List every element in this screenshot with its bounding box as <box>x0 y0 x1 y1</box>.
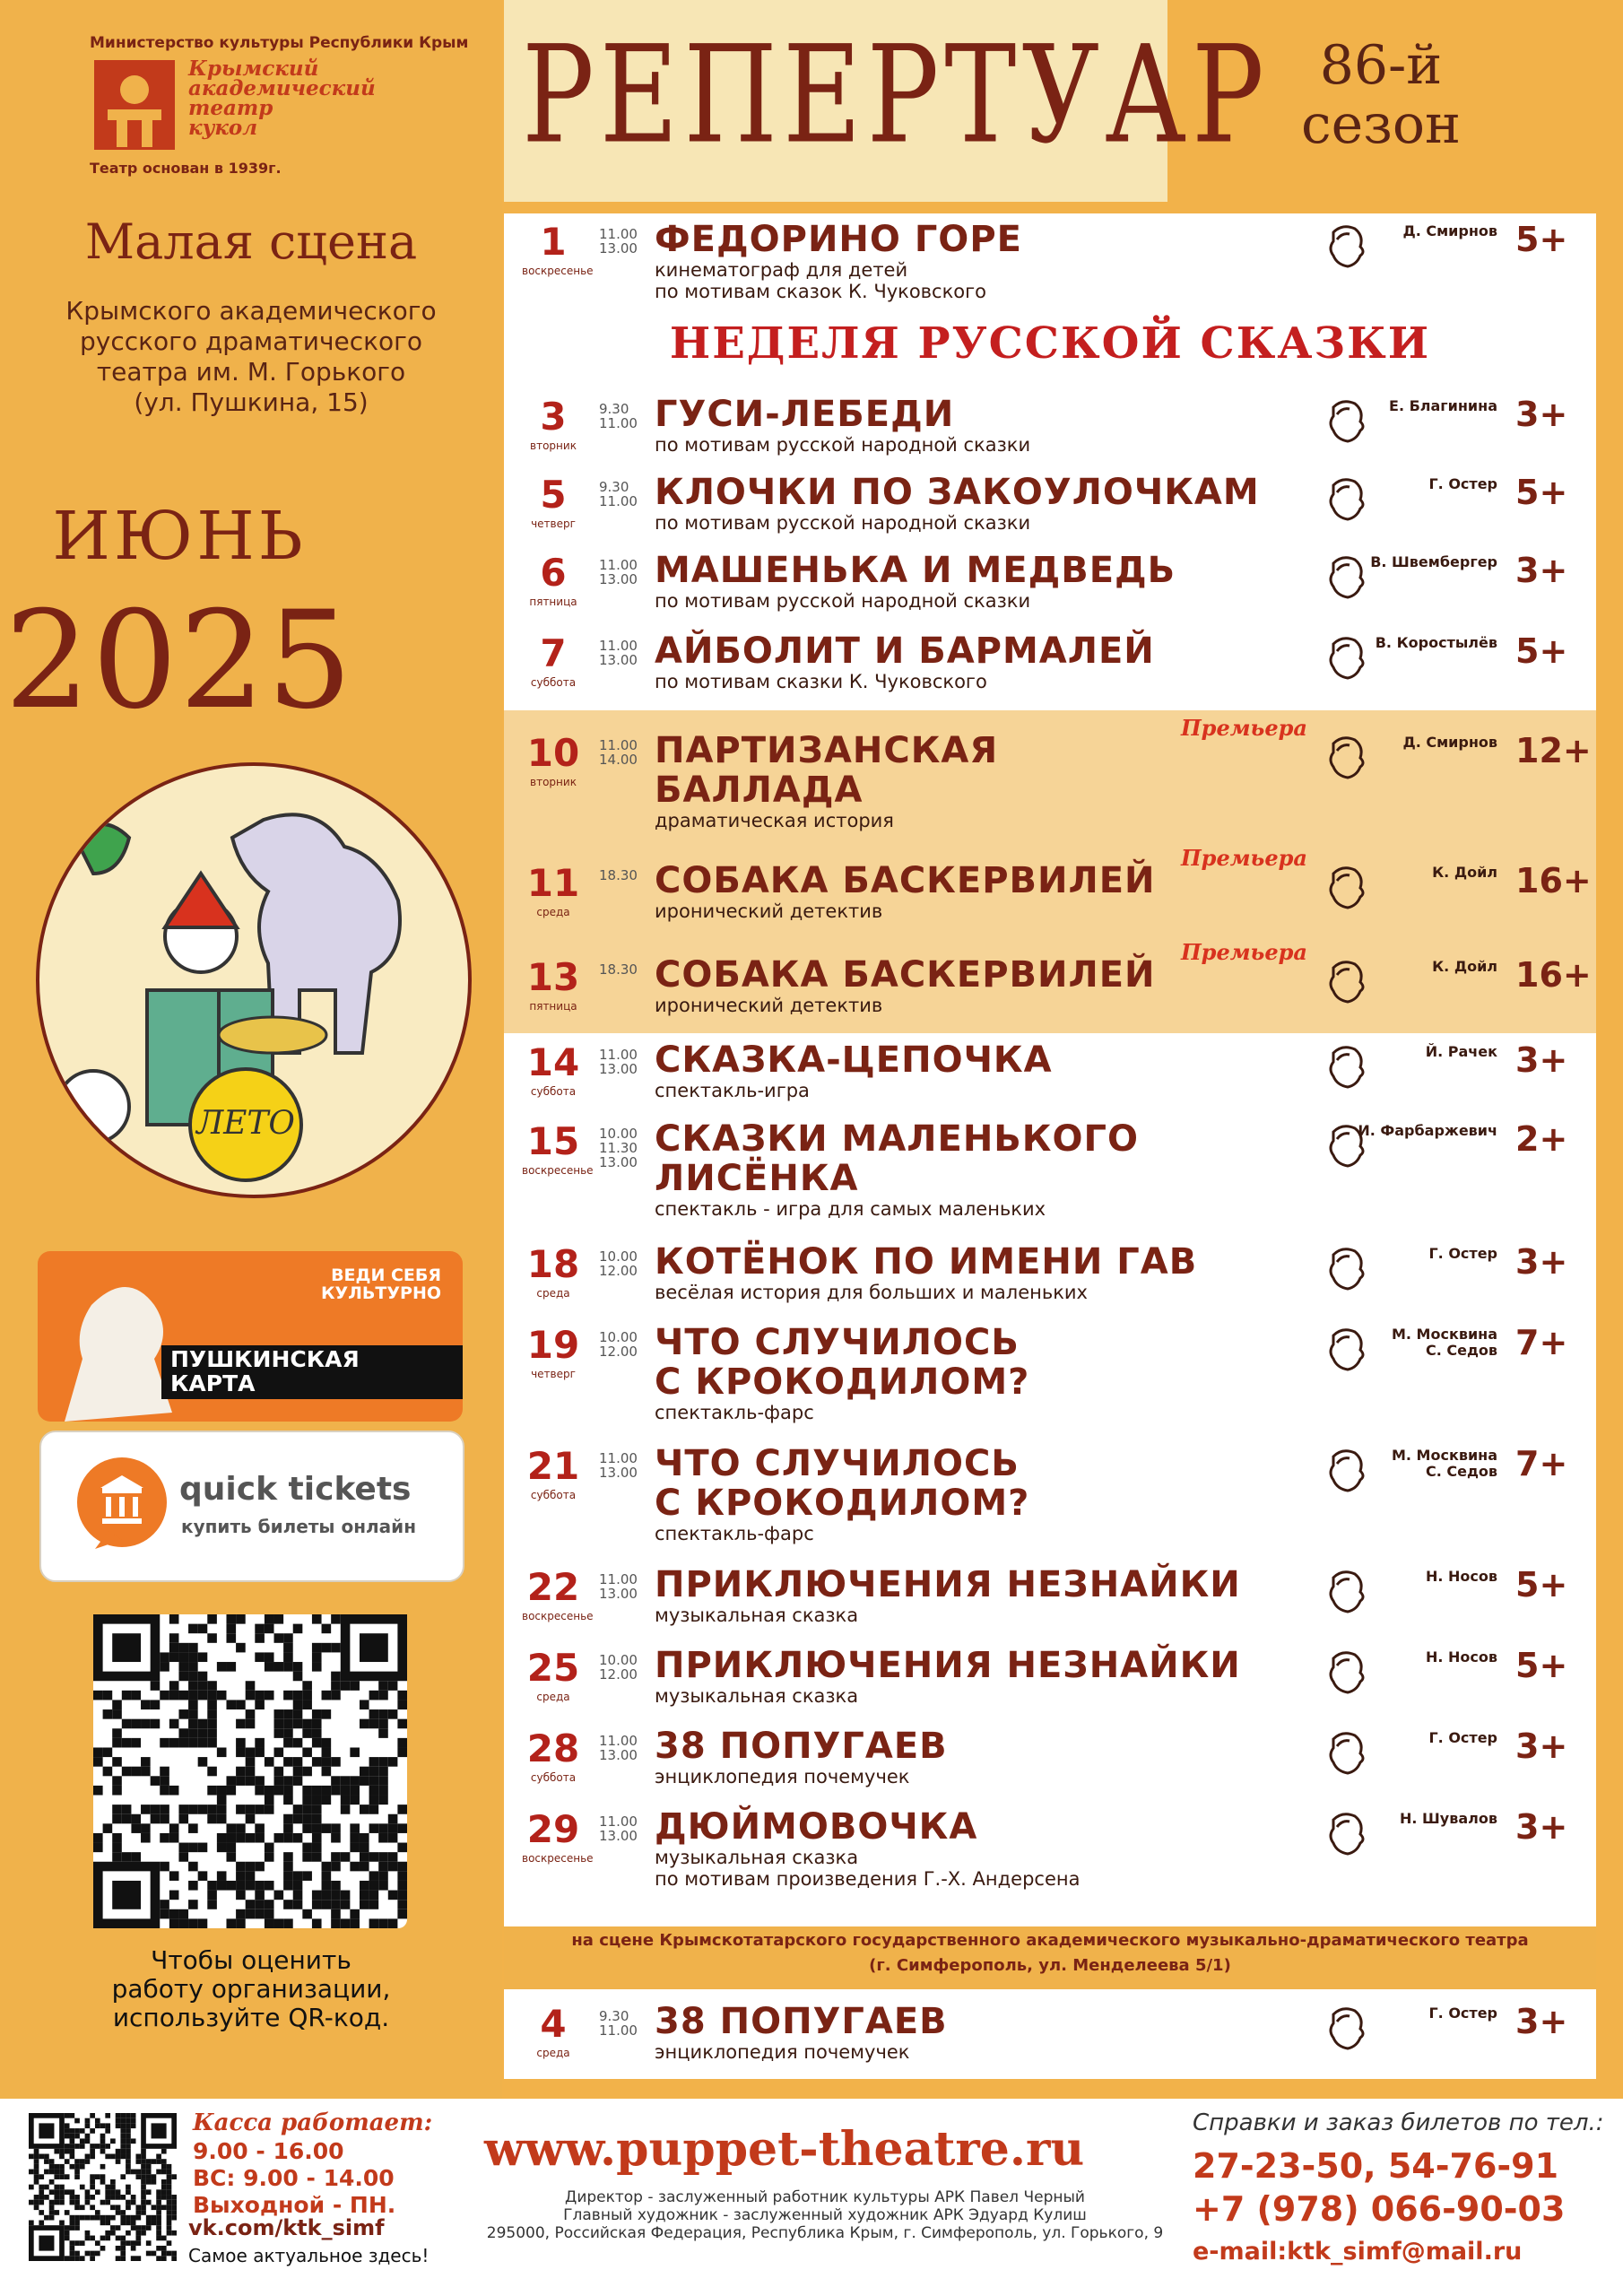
event-title[interactable]: ЧТО СЛУЧИЛОСЬ С КРОКОДИЛОМ? <box>655 1322 1030 1403</box>
age-rating: 3+ <box>1515 2002 1568 2041</box>
event-weekday: воскресенье <box>522 1610 594 1622</box>
age-rating: 3+ <box>1515 551 1568 590</box>
age-rating: 12+ <box>1515 731 1592 770</box>
event-row <box>504 219 1596 302</box>
event-weekday: среда <box>536 1691 570 1703</box>
event-subtitle: энциклопедия почемучек <box>655 2041 910 2063</box>
event-author: В. Коростылёв <box>1375 634 1497 651</box>
event-times: 10.00 12.00 <box>599 1248 638 1279</box>
age-rating: 16+ <box>1515 955 1592 995</box>
event-author: Н. Носов <box>1425 1568 1497 1585</box>
box-office-hours: 9.00 - 16.00 ВС: 9.00 - 14.00 Выходной - ПН. <box>193 2138 396 2218</box>
event-author: Д. Смирнов <box>1402 222 1497 239</box>
year-label: 2025 <box>4 583 354 739</box>
founded-label: Театр основан в 1939г. <box>90 160 282 177</box>
event-row <box>504 1322 1596 1423</box>
event-author: Г. Остер <box>1428 2005 1497 2022</box>
phones-label: Справки и заказ билетов по тел.: <box>1193 2109 1604 2136</box>
event-author: В. Швембергер <box>1370 553 1497 570</box>
event-weekday: среда <box>536 1287 570 1300</box>
event-times: 9.30 11.00 <box>599 479 638 509</box>
event-day: 1 <box>540 220 567 264</box>
event-day: 10 <box>526 731 580 775</box>
event-author: Й. Рачек <box>1425 1043 1497 1060</box>
premiere-label: Премьера <box>1181 845 1307 871</box>
ticket-office-icon <box>68 1450 176 1558</box>
event-title[interactable]: КЛОЧКИ ПО ЗАКОУЛОЧКАМ <box>655 472 1260 513</box>
event-row <box>504 551 1596 622</box>
event-subtitle: драматическая история <box>655 810 894 831</box>
event-subtitle: спектакль-фарс <box>655 1402 814 1423</box>
age-rating: 2+ <box>1515 1119 1568 1159</box>
event-weekday: суббота <box>530 676 577 689</box>
event-weekday: суббота <box>530 1085 577 1098</box>
event-subtitle: весёлая история для больших и маленьких <box>655 1282 1088 1303</box>
event-title[interactable]: СОБАКА БАСКЕРВИЛЕЙ <box>655 860 1156 901</box>
quick-tickets-title: quick tickets <box>179 1471 412 1508</box>
event-title[interactable]: СКАЗКА-ЦЕПОЧКА <box>655 1039 1053 1081</box>
event-row <box>504 715 1596 831</box>
event-title[interactable]: ГУСИ-ЛЕБЕДИ <box>655 394 955 435</box>
event-day: 5 <box>540 473 567 517</box>
event-subtitle: энциклопедия почемучек <box>655 1766 910 1787</box>
event-row <box>504 395 1596 466</box>
event-times: 11.00 13.00 <box>599 1450 638 1481</box>
event-row <box>504 939 1596 1027</box>
vk-link[interactable]: vk.com/ktk_simf <box>188 2215 385 2240</box>
theatre-logo <box>90 56 179 154</box>
event-title[interactable]: ЧТО СЛУЧИЛОСЬ С КРОКОДИЛОМ? <box>655 1443 1030 1524</box>
mobile-phone[interactable]: +7 (978) 066-90-03 <box>1193 2189 1566 2229</box>
age-rating: 5+ <box>1515 220 1568 259</box>
event-day: 22 <box>526 1565 580 1609</box>
event-day: 6 <box>540 551 567 595</box>
summer-illustration <box>36 762 472 1198</box>
event-weekday: вторник <box>530 776 577 788</box>
pushkin-card-label: ПУШКИНСКАЯ КАРТА <box>170 1346 360 1396</box>
event-weekday: суббота <box>530 1771 577 1784</box>
ministry-label: Министерство культуры Республики Крым <box>90 34 469 52</box>
quick-tickets-subtitle: купить билеты онлайн <box>181 1516 417 1537</box>
event-day: 21 <box>526 1444 580 1488</box>
event-row <box>504 473 1596 544</box>
event-subtitle: по мотивам сказки К. Чуковского <box>655 671 987 692</box>
event-times: 9.30 11.00 <box>599 401 638 431</box>
event-author: Д. Смирнов <box>1402 734 1497 751</box>
event-times: 11.00 13.00 <box>599 557 638 587</box>
website-link[interactable]: www.puppet-theatre.ru <box>484 2122 1085 2177</box>
event-times: 11.00 13.00 <box>599 638 638 668</box>
event-title[interactable]: КОТЁНОК ПО ИМЕНИ ГАВ <box>655 1241 1198 1283</box>
event-row <box>504 631 1596 703</box>
event-title[interactable]: ДЮЙМОВОЧКА <box>655 1806 978 1848</box>
event-title[interactable]: ПАРТИЗАНСКАЯ БАЛЛАДА <box>655 730 999 811</box>
event-times: 10.00 12.00 <box>599 1652 638 1683</box>
event-row <box>504 1565 1596 1637</box>
stage-organization: Крымского академического русского драматического театра им. М. Горького (ул. Пушкина, 15) <box>65 296 437 417</box>
event-subtitle: кинематограф для детей по мотивам сказок К. Чуковского <box>655 259 987 302</box>
event-row <box>504 1806 1596 1890</box>
event-row <box>504 1646 1596 1718</box>
event-author: К. Дойл <box>1432 864 1497 881</box>
event-weekday: среда <box>536 2047 570 2059</box>
age-rating: 3+ <box>1515 395 1568 434</box>
event-row <box>504 845 1596 933</box>
qr-code-icon <box>29 2113 177 2261</box>
event-subtitle: иронический детектив <box>655 995 883 1016</box>
rating-qr-code[interactable] <box>93 1614 407 1928</box>
event-day: 4 <box>540 2002 567 2046</box>
event-weekday: воскресенье <box>522 1164 594 1177</box>
age-rating: 3+ <box>1515 1242 1568 1282</box>
age-rating: 7+ <box>1515 1323 1568 1362</box>
event-day: 28 <box>526 1726 580 1770</box>
event-author: М. Москвина С. Седов <box>1391 1447 1497 1480</box>
event-title[interactable]: ПРИКЛЮЧЕНИЯ НЕЗНАЙКИ <box>655 1564 1241 1605</box>
event-times: 9.30 11.00 <box>599 2008 638 2039</box>
event-weekday: среда <box>536 906 570 918</box>
event-subtitle: музыкальная сказка по мотивам произведения Г.-Х. Андерсена <box>655 1847 1081 1890</box>
month-label: ИЮНЬ <box>52 498 307 575</box>
event-row <box>504 1040 1596 1112</box>
event-row <box>504 1443 1596 1544</box>
event-weekday: суббота <box>530 1489 577 1501</box>
age-rating: 5+ <box>1515 1646 1568 1685</box>
event-day: 7 <box>540 631 567 675</box>
event-subtitle: музыкальная сказка <box>655 1685 859 1707</box>
qr-code-icon <box>93 1614 407 1928</box>
theatre-name: Крымский академический театр кукол <box>188 57 376 140</box>
event-title[interactable]: 38 ПОПУГАЕВ <box>655 1726 948 1767</box>
event-times: 18.30 <box>599 961 638 978</box>
vk-caption: Самое актуальное здесь! <box>188 2245 430 2266</box>
event-weekday: воскресенье <box>522 1852 594 1865</box>
event-row <box>504 1726 1596 1798</box>
event-weekday: вторник <box>530 439 577 452</box>
cymbal-icon <box>219 1017 326 1053</box>
event-author: Н. Шувалов <box>1400 1810 1497 1827</box>
event-day: 19 <box>526 1323 580 1367</box>
event-subtitle: по мотивам русской народной сказки <box>655 512 1031 534</box>
season-label: 86-й сезон <box>1301 34 1461 156</box>
event-day: 18 <box>526 1242 580 1286</box>
event-day: 25 <box>526 1646 580 1690</box>
event-weekday: воскресенье <box>522 265 594 277</box>
age-rating: 3+ <box>1515 1726 1568 1766</box>
event-row <box>504 1118 1596 1220</box>
event-subtitle: спектакль-игра <box>655 1080 810 1101</box>
event-author: И. Фарбаржевич <box>1358 1122 1497 1139</box>
venue-note: на сцене Крымскотатарского государственного академического музыкально-драматического театра (г. Симферополь, ул. Менделеева 5/1) <box>571 1931 1529 1975</box>
event-subtitle: спектакль-фарс <box>655 1523 814 1544</box>
event-author: Н. Носов <box>1425 1648 1497 1665</box>
event-author: Г. Остер <box>1428 1729 1497 1746</box>
event-day: 29 <box>526 1807 580 1851</box>
age-rating: 5+ <box>1515 1565 1568 1605</box>
event-day: 14 <box>526 1040 580 1084</box>
box-office-title: Касса работает: <box>193 2109 433 2136</box>
age-rating: 7+ <box>1515 1444 1568 1483</box>
event-row <box>504 2002 1596 2074</box>
age-rating: 5+ <box>1515 631 1568 671</box>
event-author: М. Москвина С. Седов <box>1391 1326 1497 1359</box>
event-day: 15 <box>526 1119 580 1163</box>
age-rating: 3+ <box>1515 1040 1568 1080</box>
stage-title: Малая сцена <box>84 213 418 270</box>
event-subtitle: по мотивам русской народной сказки <box>655 434 1031 456</box>
event-weekday: четверг <box>531 1368 576 1380</box>
event-title[interactable]: 38 ПОПУГАЕВ <box>655 2001 948 2042</box>
event-day: 11 <box>526 861 580 905</box>
event-times: 11.00 13.00 <box>599 1733 638 1763</box>
event-times: 11.00 13.00 <box>599 1047 638 1077</box>
event-times: 10.00 12.00 <box>599 1329 638 1360</box>
event-author: Г. Остер <box>1428 1245 1497 1262</box>
event-times: 10.00 11.30 13.00 <box>599 1126 638 1170</box>
event-title[interactable]: АЙБОЛИТ И БАРМАЛЕЙ <box>655 631 1155 672</box>
event-subtitle: музыкальная сказка <box>655 1605 859 1626</box>
event-times: 11.00 14.00 <box>599 737 638 768</box>
event-author: Е. Благинина <box>1389 397 1497 414</box>
staff-info: Директор - заслуженный работник культуры АРК Павел Черный Главный художник - заслуженный художник АРК Эдуард Кулиш 295000, Российская Федерация, Республика Крым, г. Симферополь, ул. Горького, 9 <box>486 2188 1164 2242</box>
event-times: 11.00 13.00 <box>599 226 638 257</box>
email-link[interactable]: e-mail:ktk_simf@mail.ru <box>1193 2238 1523 2266</box>
event-weekday: пятница <box>529 1000 577 1013</box>
event-times: 11.00 13.00 <box>599 1571 638 1602</box>
premiere-label: Премьера <box>1181 715 1307 741</box>
svg-text:ЛЕТО: ЛЕТО <box>196 1105 295 1142</box>
pushkin-slogan: ВЕДИ СЕБЯ КУЛЬТУРНО <box>320 1265 441 1303</box>
premiere-label: Премьера <box>1181 939 1307 965</box>
age-rating: 3+ <box>1515 1807 1568 1847</box>
event-title[interactable]: СОБАКА БАСКЕРВИЛЕЙ <box>655 954 1156 996</box>
event-author: К. Дойл <box>1432 958 1497 975</box>
qr-caption: Чтобы оценить работу организации, используйте QR-код. <box>111 1945 391 2032</box>
week-banner: НЕДЕЛЯ РУССКОЙ СКАЗКИ <box>669 318 1431 369</box>
vk-qr-code[interactable] <box>29 2113 177 2261</box>
age-rating: 5+ <box>1515 473 1568 512</box>
event-day: 3 <box>540 395 567 439</box>
event-times: 18.30 <box>599 867 638 883</box>
page-title: РЕПЕРТУАР <box>522 18 1270 174</box>
event-subtitle: спектакль - игра для самых маленьких <box>655 1198 1046 1220</box>
event-subtitle: иронический детектив <box>655 900 883 922</box>
event-title[interactable]: СКАЗКИ МАЛЕНЬКОГО ЛИСЁНКА <box>655 1118 1139 1199</box>
event-weekday: пятница <box>529 596 577 608</box>
event-weekday: четверг <box>531 517 576 530</box>
event-author: Г. Остер <box>1428 475 1497 492</box>
event-day: 13 <box>526 955 580 999</box>
event-times: 11.00 13.00 <box>599 1813 638 1844</box>
event-title[interactable]: ФЕДОРИНО ГОРЕ <box>655 219 1022 260</box>
event-subtitle: по мотивам русской народной сказки <box>655 590 1031 612</box>
event-title[interactable]: МАШЕНЬКА И МЕДВЕДЬ <box>655 550 1176 591</box>
event-title[interactable]: ПРИКЛЮЧЕНИЯ НЕЗНАЙКИ <box>655 1645 1241 1686</box>
age-rating: 16+ <box>1515 861 1592 900</box>
event-row <box>504 1242 1596 1314</box>
phone-numbers[interactable]: 27-23-50, 54-76-91 <box>1193 2146 1559 2186</box>
